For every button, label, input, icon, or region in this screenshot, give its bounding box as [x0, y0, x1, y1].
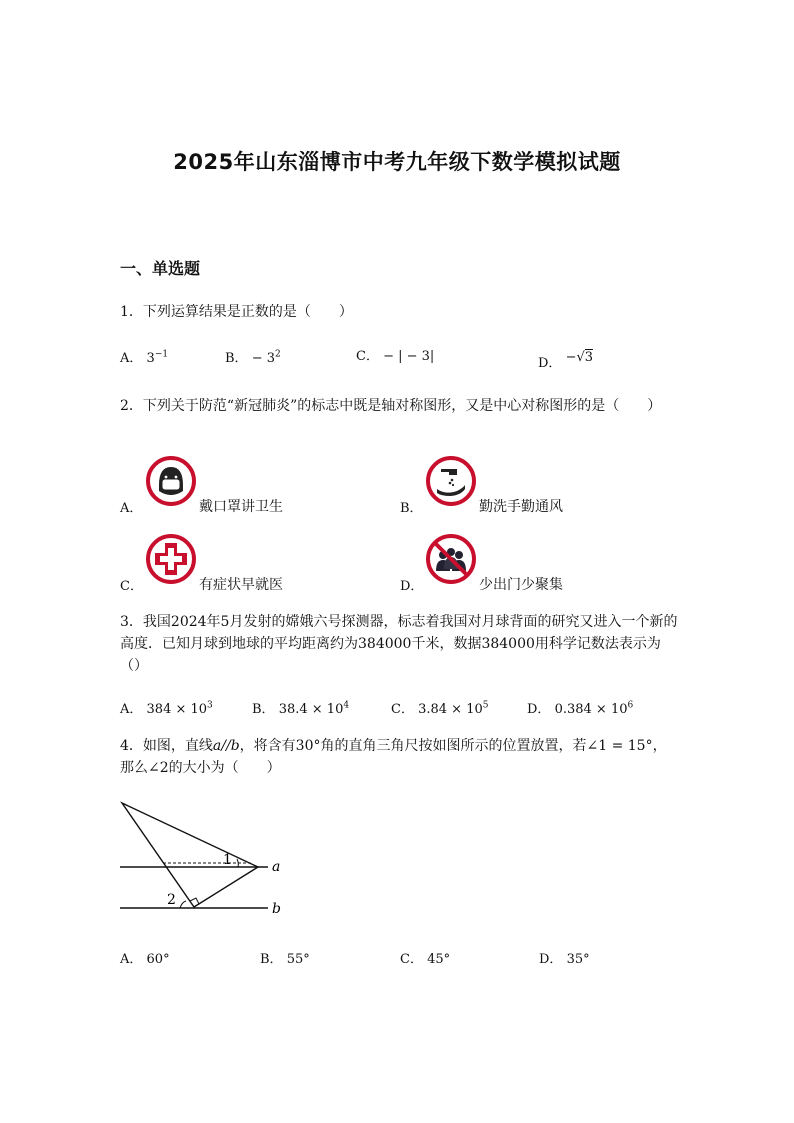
option-base: 3: [146, 351, 155, 366]
angle-1-label: 1: [223, 852, 232, 868]
q2-option-a-letter[interactable]: A．: [120, 501, 143, 516]
q4-option-b[interactable]: [260, 948, 310, 967]
option-letter: C．: [400, 952, 423, 967]
option-value: 35°: [566, 952, 590, 967]
q3-option-c[interactable]: [391, 698, 488, 717]
q3-option-d[interactable]: [527, 698, 633, 717]
q4-option-c[interactable]: [400, 948, 450, 967]
option-letter: A．: [120, 702, 143, 717]
option-expr: − | − 3|: [383, 349, 435, 364]
medical-cross-icon: [145, 533, 197, 585]
question-3-stem: 3．我国2024年5月发射的嫦娥六号探测器，标志着我国对月球背面的研究又进入一个新的高度．已知月球到地球的平均距离约为384000千米，数据384000用科学记数法表示为（）: [120, 614, 678, 674]
option-exponent: 6: [627, 700, 634, 711]
no-gathering-icon: [425, 533, 477, 585]
q4-option-a[interactable]: [120, 948, 170, 967]
option-letter: A．: [120, 952, 143, 967]
option-base: − 3: [251, 351, 275, 366]
angle-1-arc: [237, 859, 238, 867]
option-letter: B．: [260, 952, 283, 967]
q3-option-a[interactable]: [120, 698, 213, 717]
option-letter: C．: [391, 702, 414, 717]
question-1-stem: 1．下列运算结果是正数的是（ ）: [120, 304, 353, 320]
q4-option-d[interactable]: [539, 948, 590, 967]
stem-text: ，那么∠2的大小为（ ）: [120, 738, 667, 776]
option-letter: D．: [539, 952, 563, 967]
option-exponent: 2: [275, 349, 281, 360]
q2-option-c-letter[interactable]: C．: [120, 579, 143, 594]
q2-option-b-label: 勤洗手勤通风: [479, 499, 563, 515]
stem-math: ∠1 = 15°: [586, 738, 653, 754]
q2-option-b-letter[interactable]: B．: [400, 501, 423, 516]
stem-text: ，将含有30°角的直角三角尺按如图所示的位置放置，若: [239, 738, 587, 754]
option-exponent: −1: [154, 349, 169, 360]
option-letter: A．: [120, 351, 143, 366]
q1-option-c[interactable]: [356, 345, 434, 364]
q1-option-a[interactable]: [120, 347, 168, 366]
section-heading: 一、单选题: [120, 259, 201, 278]
stem-math: a//b: [212, 738, 240, 754]
geometry-figure: [110, 795, 300, 925]
q3-option-b[interactable]: [252, 698, 349, 717]
option-value: 55°: [286, 952, 310, 967]
option-exponent: 5: [482, 700, 489, 711]
line-a-label: a: [272, 859, 281, 875]
option-radicand: 3: [584, 350, 594, 365]
q2-option-a-label: 戴口罩讲卫生: [199, 499, 283, 515]
option-exponent: 3: [207, 700, 213, 711]
q2-option-c-label: 有症状早就医: [199, 577, 283, 593]
triangle-ruler: [122, 803, 258, 907]
option-value: 45°: [427, 952, 451, 967]
option-value: 3.84 × 10: [418, 702, 483, 717]
option-value: 384 × 10: [146, 702, 208, 717]
question-4-stem: [120, 735, 680, 779]
angle-2-arc: [180, 901, 186, 908]
option-value: 0.384 × 10: [554, 702, 628, 717]
option-letter: B．: [252, 702, 275, 717]
option-value: 60°: [146, 952, 170, 967]
option-exponent: 4: [343, 700, 350, 711]
question-2-stem: 2．下列关于防范“新冠肺炎”的标志中既是轴对称图形，又是中心对称图形的是（ ）: [120, 398, 662, 414]
option-value: 38.4 × 10: [278, 702, 344, 717]
sqrt-icon: √: [576, 350, 585, 365]
option-letter: D．: [527, 702, 551, 717]
option-letter: B．: [225, 351, 248, 366]
option-letter: C．: [356, 349, 379, 364]
q2-option-d-letter[interactable]: D．: [400, 579, 424, 594]
angle-2-label: 2: [167, 892, 176, 908]
option-letter: D．: [538, 356, 562, 371]
stem-text: 4．如图，直线: [120, 738, 213, 754]
q1-option-b[interactable]: [225, 347, 281, 366]
hand-washing-icon: [425, 455, 477, 507]
option-prefix: −: [565, 350, 577, 365]
mask-person-icon: [145, 455, 197, 507]
q2-option-d-label: 少出门少聚集: [479, 577, 563, 593]
page-title: 2025年山东淄博市中考九年级下数学模拟试题: [173, 150, 621, 174]
q1-option-d[interactable]: [538, 346, 594, 371]
line-b-label: b: [272, 901, 281, 917]
